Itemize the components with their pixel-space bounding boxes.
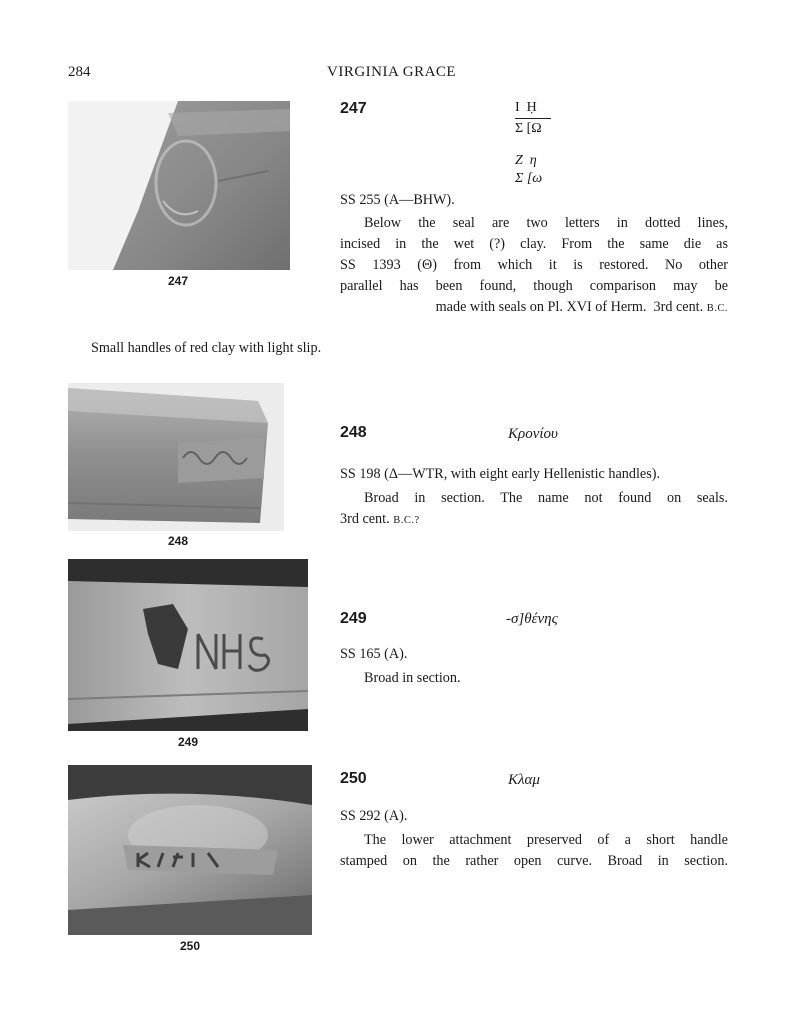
description-line: The lower attachment preserved of a short handle [364,832,728,848]
entry-description-248 [340,488,728,531]
intro-text: Small handles of red clay with light slip. [91,340,322,356]
inscription-250: Κλαμ [508,772,540,788]
entry-reference-247: SS 255 (Α—BHW). [340,192,455,208]
description-line: 3rd cent. [340,511,394,527]
entry-reference-248: SS 198 (Δ—WTR, with eight early Hellenistic handles). [340,466,661,482]
description-line: Broad in section. The name not found on seals. [364,490,728,506]
entry-number-250: 250 [340,770,367,787]
inscription-247-row4: Σ [ω [515,171,543,186]
entry-number-248: 248 [340,424,367,441]
photo-250 [68,765,312,935]
photo-caption-248: 248 [167,534,189,548]
era-label: B.C. [706,303,728,314]
inscription-247 [515,100,575,189]
entry-description-250 [340,830,728,872]
entry-reference-250: SS 292 (A). [340,808,408,824]
photo-caption-250: 250 [179,939,201,953]
photo-249 [68,559,308,731]
description-line: SS 1393 (Θ) from which it is restored. No other [340,257,728,273]
photo-247 [68,101,290,270]
description-line: Broad in section. [364,670,461,686]
inscription-247-row3: Z η [515,153,537,168]
photo-caption-247: 247 [167,274,189,288]
inscription-247-row2: Σ [Ω [515,121,542,136]
inscription-247-divider [515,118,551,119]
entry-reference-249: SS 165 (A). [340,646,408,662]
description-line: incised in the wet (?) clay. From the same die as [340,236,728,252]
inscription-249: -σ]θένης [506,611,558,627]
description-line: parallel has been found, though comparison may be [340,278,728,294]
entry-description-247 [340,213,728,319]
running-head: VIRGINIA GRACE [327,64,457,80]
description-line: Below the seal are two letters in dotted lines, [364,215,728,231]
page-number: 284 [68,64,91,80]
entry-number-249: 249 [340,610,367,627]
inscription-247-row1: I Ḥ [515,100,537,115]
era-label: B.C.? [393,515,420,526]
entry-number-247: 247 [340,100,367,117]
photo-248 [68,383,284,531]
description-line: stamped on the rather open curve. Broad in section. [340,853,728,869]
description-line: made with seals on Pl. XVI of Herm. 3rd cent. [435,299,707,315]
entry-description-249 [340,668,728,689]
photo-caption-249: 249 [177,735,199,749]
inscription-248: Κρονίου [508,426,558,442]
